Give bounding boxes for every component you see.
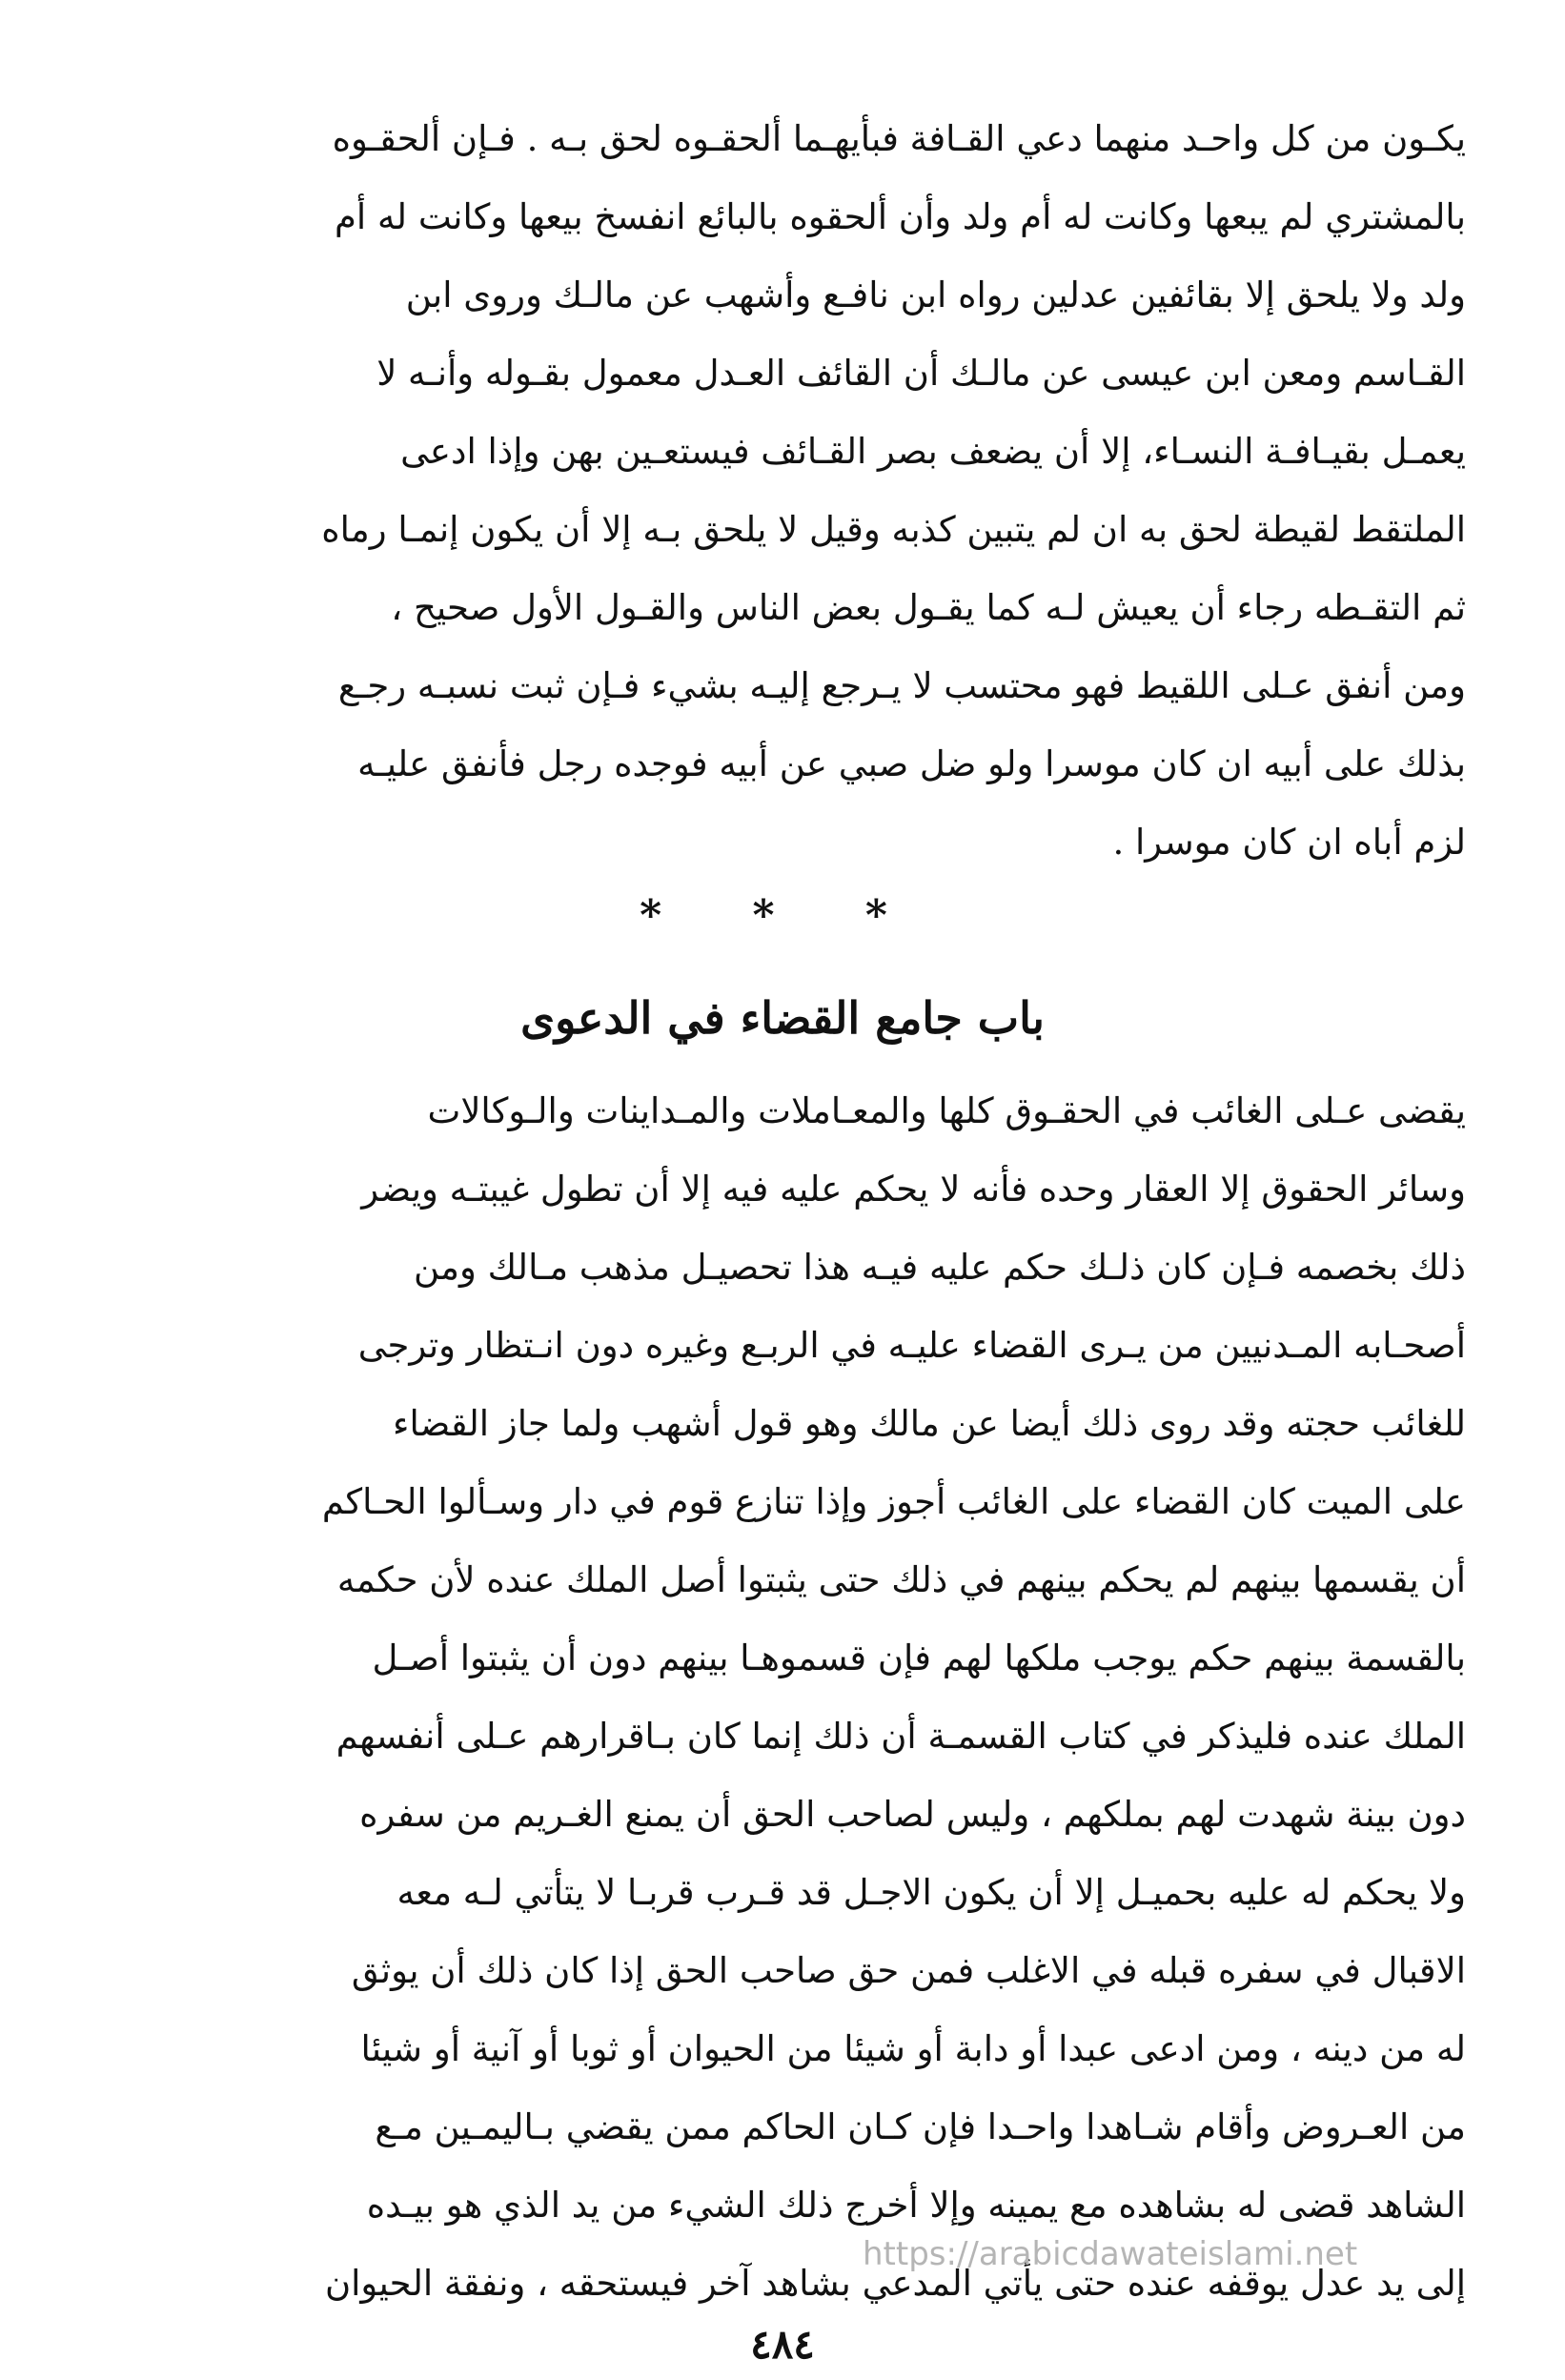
text-line: للغائب حجته وقد روى ذلك أيضا عن مالك وهو قول أشهب ولما جاز القضاء — [393, 1403, 1466, 1444]
text-line: بذلك على أبيه ان كان موسرا ولو ضل صبي عن أبيه فوجده رجل فأنفق عليـه — [357, 743, 1466, 784]
text-line: بالقسمة بينهم حكم يوجب ملكها لهم فإن قسموهـا بينهم دون أن يثبتوا أصـل — [372, 1638, 1466, 1678]
text-line: يكـون من كل واحـد منهما دعي القـافة فبأيهـما ألحقـوه لحق بـه . فـإن ألحقـوه — [332, 118, 1466, 159]
text-line: القـاسم ومعن ابن عيسى عن مالـك أن القائف العـدل معمول بقـوله وأنـه لا — [376, 353, 1466, 394]
text-line: بالمشتري لم يبعها وكانت له أم ولد وأن ألحقوه بالبائع انفسخ بيعها وكانت له أم — [335, 196, 1466, 237]
text-line: على الميت كان القضاء على الغائب أجوز وإذا تنازع قوم في دار وسـألوا الحـاكم — [321, 1481, 1466, 1522]
text-line: لزم أباه ان كان موسرا . — [1112, 822, 1466, 863]
text-line: الشاهد قضى له بشاهده مع يمينه وإلا أخرج ذلك الشيء من يد الذي هو بيـده — [366, 2185, 1466, 2226]
text-line: ثم التقـطه رجاء أن يعيش لـه كما يقـول بعض الناس والقـول الأول صحيح ، — [391, 587, 1466, 628]
text-line: الملتقط لقيطة لحق به ان لم يتبين كذبه وقيل لا يلحق بـه إلا أن يكون إنمـا رماه — [321, 509, 1466, 550]
text-line: أن يقسمها بينهم لم يحكم بينهم في ذلك حتى يثبتوا أصل الملك عنده لأن حكمه — [336, 1559, 1466, 1600]
text-line: إلى يد عدل يوقفه عنده حتى يأتي المدعي بشاهد آخر فيستحقه ، ونفقة الحيوان — [324, 2263, 1466, 2304]
text-line: يقضى عـلى الغائب في الحقـوق كلها والمعـاملات والمـداينات والـوكالات — [427, 1090, 1466, 1131]
paragraph-main — [141, 1072, 1466, 2323]
text-line: وسائر الحقوق إلا العقار وحده فأنه لا يحكم عليه فيه إلا أن تطول غيبتـه ويضر — [361, 1169, 1466, 1210]
text-line: ذلك بخصمه فـإن كان ذلـك حكم عليه فيـه هذا تحصيـل مذهب مـالك ومن — [414, 1247, 1466, 1288]
text-line: الاقبال في سفره قبله في الاغلب فمن حق صاحب الحق إذا كان ذلك أن يوثق — [351, 1950, 1466, 1991]
page-number: ٤٨٤ — [750, 2321, 815, 2368]
text-line: أصحـابه المـدنيين من يـرى القضاء عليـه في الربـع وغيره دون انـتظار وترجى — [357, 1325, 1466, 1366]
text-line: يعمـل بقيـافـة النسـاء، إلا أن يضعف بصر القـائف فيستعـين بهن وإذا ادعى — [400, 431, 1466, 472]
chapter-heading: باب جامع القضاء في الدعوى — [520, 992, 1045, 1044]
text-line: دون بينة شهدت لهم بملكهم ، وليس لصاحب الحق أن يمنع الغـريم من سفره — [359, 1794, 1466, 1835]
watermark-url: https://arabicdawateislami.net — [863, 2235, 1358, 2273]
text-line: ولد ولا يلحق إلا بقائفين عدلين رواه ابن نافـع وأشهب عن مالـك وروى ابن — [405, 275, 1466, 315]
text-line: الملك عنده فليذكر في كتاب القسمـة أن ذلك إنما كان بـاقرارهم عـلى أنفسهم — [335, 1716, 1466, 1757]
text-line: ومن أنفق عـلى اللقيط فهو محتسب لا يـرجع إليـه بشيء فـإن ثبت نسبـه رجـع — [337, 665, 1466, 706]
text-line: ولا يحكم له عليه بحميـل إلا أن يكون الاجـل قد قـرب قربـا لا يتأتي لـه معه — [396, 1872, 1466, 1913]
text-line: من العـروض وأقام شـاهدا واحـدا فإن كـان الحاكم ممن يقضي بـاليمـين مـع — [375, 2106, 1466, 2147]
section-separator: * * * — [640, 891, 925, 940]
text-line: له من دينه ، ومن ادعى عبدا أو دابة أو شيئا من الحيوان أو ثوبا أو آنية أو شيئا — [360, 2028, 1466, 2069]
paragraph-top — [141, 100, 1466, 882]
